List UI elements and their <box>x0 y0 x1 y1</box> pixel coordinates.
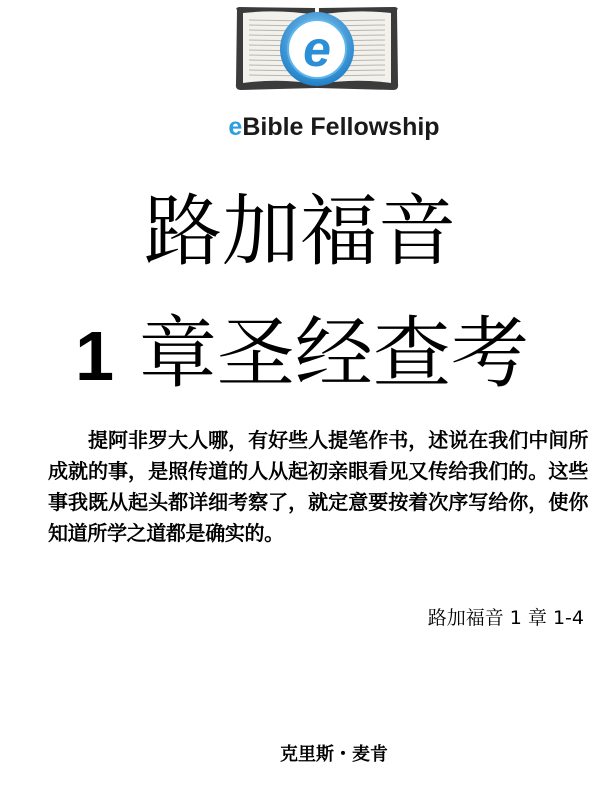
book-title: 路加福音 <box>143 187 456 277</box>
e-emblem-icon <box>280 12 354 86</box>
ebible-logo <box>233 4 401 92</box>
brand-prefix: e <box>228 113 243 141</box>
chapter-number: 1 <box>75 317 115 395</box>
study-title-text: 章圣经查考 <box>138 309 529 399</box>
brand-name <box>0 110 616 144</box>
logo-e-letter: e <box>303 21 331 77</box>
study-title <box>2 306 602 404</box>
author-name: 克里斯・麦肯 <box>280 744 388 765</box>
scripture-quote: 提阿非罗大人哪，有好些人提笔作书，述说在我们中间所成就的事，是照传道的人从起初亲眼看见又传给我们的。这些事我既从起头都详细考察了，就定意要按着次序写给你，使你知道所学之道都是确实的。 <box>48 428 588 545</box>
scripture-reference: 路加福音 1 章 1-4 <box>427 607 584 629</box>
brand-suffix: Bible Fellowship <box>242 113 440 141</box>
